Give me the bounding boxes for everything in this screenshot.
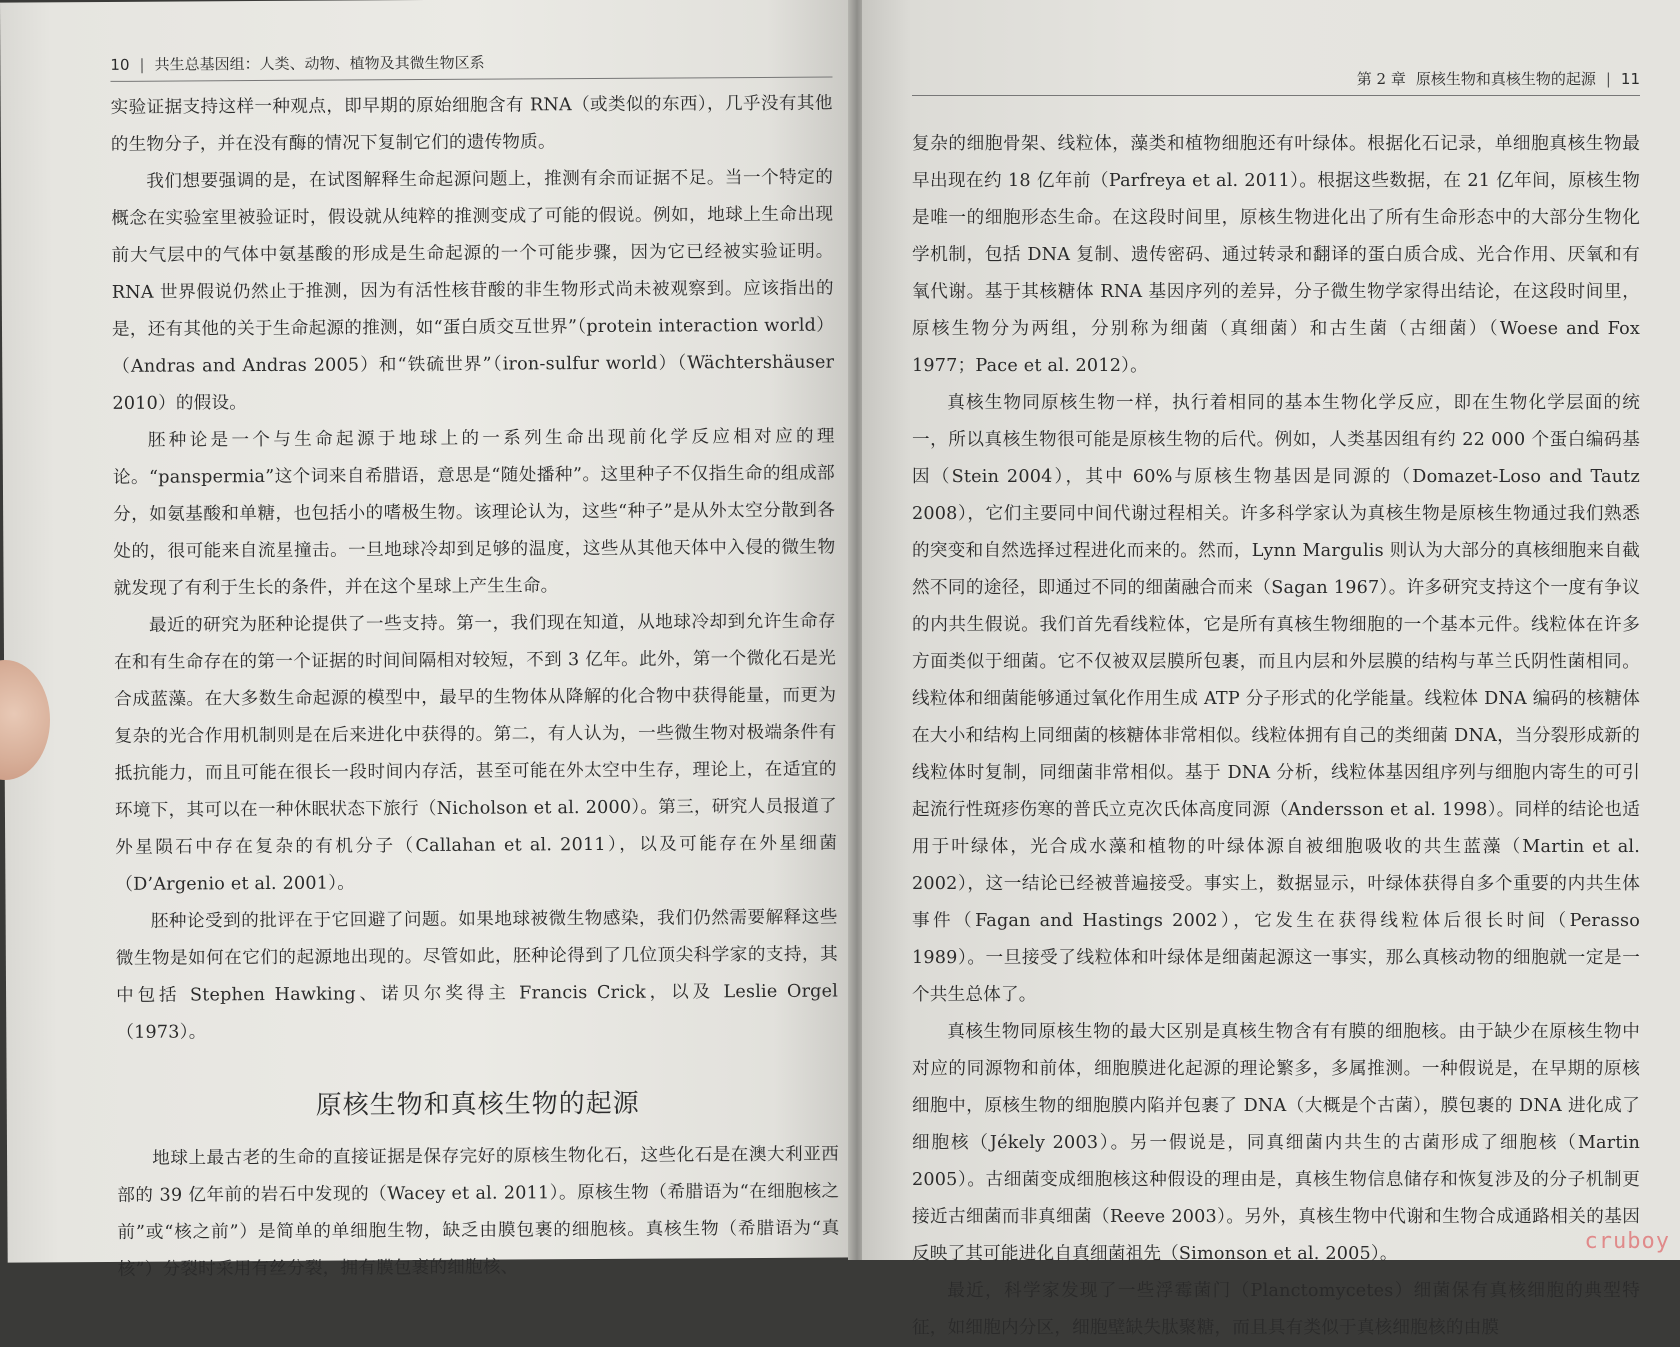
paragraph: 最近的研究为胚种论提供了一些支持。第一，我们现在知道，从地球冷却到允许生命存在和有生命存在的第一个证据的时间间隔相对较短，不到 3 亿年。此外，第一个微化石是光合成蓝藻。在大多数生命起源的模型中，最早的生物体从降解的化合物中获得能量，而更为复杂的光合作用机制则是在后来进化中获得的。第二，有人认为，一些微生物对极端条件有抵抗能力，而且可能在很长一段时间内存活，甚至可能在外太空中生存，理论上，在适宜的环境下，其可以在一种休眠状态下旅行（Nicholson et al. 2000）。第三，研究人员报道了外星陨石中存在复杂的有机分子（Callahan et al. 2011），以及可能存在外星细菌（D’Argenio et al. 2001）。 (113, 611, 838, 895)
watermark: cruboy (1584, 1229, 1670, 1254)
paragraph: 最近，科学家发现了一些浮霉菌门（Planctomycetes）细菌保有真核细胞的典型特征，如细胞内分区，细胞壁缺失肽聚糖，而且具有类似于真核细胞核的由膜 (912, 1281, 1640, 1338)
paragraph: 真核生物同原核生物的最大区别是真核生物含有有膜的细胞核。由于缺少在原核生物中对应的同源物和前体，细胞膜进化起源的理论繁多，多属推测。一种假说是，在早期的原核细胞中，原核生物的细胞膜内陷并包裹了 DNA（大概是个古菌），膜包裹的 DNA 进化成了细胞核（Jékely 2003）。另一假说是，同真细菌内共生的古菌形成了细胞核（Martin 2005）。古细菌变成细胞核这种假设的理由是，真核生物信息储存和恢复涉及的分子机制更接近古细菌而非真细菌（Reeve 2003）。另外，真核生物中代谢和生物合成通路相关的基因反映了其可能进化自真细菌祖先（Simonson et al. 2005）。 (912, 1022, 1640, 1264)
chapter-title: 原核生物和真核生物的起源 (1415, 70, 1596, 88)
section-heading: 原核生物和真核生物的起源 (315, 1088, 640, 1121)
paragraph: 胚种论受到的批评在于它回避了问题。如果地球被微生物感染，我们仍然需要解释这些微生物是如何在它们的起源地出现的。尽管如此，胚种论得到了几位顶尖科学家的支持，其中包括 Stephen Hawking、诺贝尔奖得主 Francis Crick，以及 Leslie Orgel（1973）。 (115, 907, 839, 1043)
left-running-head (110, 50, 832, 82)
book-title: 共生总基因组：人类、动物、植物及其微生物区系 (154, 53, 485, 74)
paragraph: 真核生物同原核生物一样，执行着相同的基本生物化学反应，即在生物化学层面的统一，所以真核生物很可能是原核生物的后代。例如，人类基因组有约 22 000 个蛋白编码基因（Stein 2004），其中 60%与原核生物基因是同源的（Domazet-Loso and Tautz 2008），它们主要同中间代谢过程相关。许多科学家认为真核生物是原核生物通过我们熟悉的突变和自然选择过程进化而来的。然而，Lynn Margulis 则认为大部分的真核细胞来自截然不同的途径，即通过不同的细菌融合而来（Sagan 1967）。许多研究支持这个一度有争议的内共生假说。我们首先看线粒体，它是所有真核生物细胞的一个基本元件。线粒体在许多方面类似于细菌。它不仅被双层膜所包裹，而且内层和外层膜的结构与革兰氏阴性菌相同。线粒体和细菌能够通过氧化作用生成 ATP 分子形式的化学能量。线粒体 DNA 编码的核糖体在大小和结构上同细菌的核糖体非常相似。线粒体拥有自己的类细菌 DNA，当分裂形成新的线粒体时复制，同细菌非常相似。基于 DNA 分析，线粒体基因组序列与细胞内寄生的可引起流行性斑疹伤寒的普氏立克次氏体高度同源（Andersson et al. 1998）。同样的结论也适用于叶绿体，光合成水藻和植物的叶绿体源自被细胞吸收的共生蓝藻（Martin et al. 2002），这一结论已经被普遍接受。事实上，数据显示，叶绿体获得自多个重要的内共生体事件（Fagan and Hastings 2002），它发生在获得线粒体后很长时间（Perasso 1989）。一旦接受了线粒体和叶绿体是细菌起源这一事实，那么真核动物的细胞就一定是一个共生总体了。 (912, 393, 1640, 1005)
paragraph: 胚种论是一个与生命起源于地球上的一系列生命出现前化学反应相对应的理论。“panspermia”这个词来自希腊语，意思是“随处播种”。这里种子不仅指生命的组成部分，如氨基酸和单糖，也包括小的嗜极生物。该理论认为，这些“种子”是从外太空分散到各处的，很可能来自流星撞击。一旦地球冷却到足够的温度，这些从其他天体中入侵的微生物就发现了有利于生长的条件，并在这个星球上产生生命。 (112, 426, 836, 599)
right-page (862, 0, 1680, 1338)
paragraph: 我们想要强调的是，在试图解释生命起源问题上，推测有余而证据不足。当一个特定的概念在实验室里被验证时，假设就从纯粹的推测变成了可能的假说。例如，地球上生命出现前大气层中的气体中氨基酸的形成是生命起源的一个可能步骤，因为它已经被实验证明。RNA 世界假说仍然止于推测，因为有活性核苷酸的非生物形式尚未被观察到。应该指出的是，还有其他的关于生命起源的推测，如“蛋白质交互世界”（protein interaction world）（Andras and Andras 2005）和“铁硫世界”（iron-sulfur world）（Wächtershäuser 2010）的假设。 (111, 167, 835, 414)
chapter-number: 第 2 章 (1356, 70, 1406, 88)
right-page-number: 11 (1620, 70, 1640, 88)
left-page-number: 10 (110, 55, 130, 74)
paragraph: 实验证据支持这样一种观点，即早期的原始细胞含有 RNA（或类似的东西），几乎没有其他的生物分子，并在没有酶的情况下复制它们的遗传物质。 (110, 93, 833, 155)
left-page (0, 0, 860, 1280)
paragraph: 复杂的细胞骨架、线粒体，藻类和植物细胞还有叶绿体。根据化石记录，单细胞真核生物最早出现在约 18 亿年前（Parfreya et al. 2011）。根据这些数据，在 21 亿年间，原核生物是唯一的细胞形态生命。在这段时间里，原核生物进化出了所有生命形态中的大部分生物化学机制，包括 DNA 复制、遗传密码、通过转录和翻译的蛋白质合成、光合作用、厌氧和有氧代谢。基于其核糖体 RNA 基因序列的差异，分子微生物学家得出结论，在这段时间里，原核生物分为两组，分别称为细菌（真细菌）和古生菌（古细菌）（Woese and Fox 1977；Pace et al. 2012）。 (912, 134, 1640, 376)
header-separator: | (1605, 70, 1611, 88)
paragraph: 地球上最古老的生命的直接证据是保存完好的原核生物化石，这些化石是在澳大利亚西部的 39 亿年前的岩石中发现的（Wacey et al. 2011）。原核生物（希腊语为“在细胞核之前”或“核之前”）是简单的单细胞生物，缺乏由膜包裹的细胞核。真核生物（希腊语为“真核”）分裂时采用有丝分裂，拥有膜包裹的细胞核、 (117, 1144, 840, 1280)
header-separator: | (139, 55, 145, 74)
right-running-head (912, 68, 1640, 96)
